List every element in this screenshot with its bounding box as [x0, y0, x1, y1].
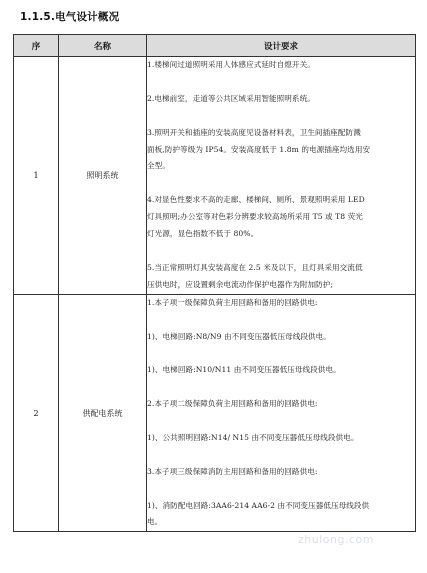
- watermark-text: zhulong.com: [298, 533, 374, 546]
- requirement-line: [147, 345, 415, 362]
- requirement-line: 面板,防护等级为 IP54。安装高度低于 1.8m 的电源插座均选用安: [147, 144, 371, 154]
- requirement-line: 3.照明开关和插座的安装高度见设备材料表，卫生间插座配防溅: [147, 127, 361, 137]
- requirement-line: 1)、公共照明回路:N14/ N15 由不同变压器低压母线段供电。: [147, 432, 359, 442]
- section-heading: 1.1.5.电气设计概况: [20, 11, 120, 23]
- table-header-row: [14, 35, 416, 57]
- requirement-line: 1)、电梯回路:N8/N9 由不同变压器低压母线段供电。: [147, 331, 331, 341]
- row-seq: 1: [14, 57, 59, 295]
- requirement-line: 全型。: [147, 161, 170, 171]
- table-row-power-distribution: [14, 294, 416, 532]
- row-requirements: [147, 294, 416, 532]
- row-name: 供配电系统: [59, 294, 147, 532]
- requirement-line: 3.本子项三级保障消防主用回路和备用的回路供电:: [147, 466, 318, 476]
- requirement-line: [147, 379, 415, 396]
- table-row-lighting: [14, 57, 416, 295]
- requirement-line: 电。: [147, 517, 163, 527]
- requirement-line: [147, 481, 415, 498]
- requirement-line: [147, 74, 415, 91]
- header-seq: 序: [14, 35, 59, 57]
- header-name: 名称: [59, 35, 147, 57]
- requirement-line: [147, 413, 415, 430]
- header-requirements: 设计要求: [147, 35, 416, 57]
- requirement-line: [147, 243, 415, 260]
- requirement-line: 1.本子项一级保障负荷主用回路和备用的回路供电:: [147, 297, 318, 307]
- requirement-line: 1)、消防配电回路:3AA6-214 AA6-2 由不同变压器低压母线段供: [147, 500, 370, 510]
- requirement-line: 1.楼梯间过道照明采用人体感应式延时自熄开关。: [147, 60, 315, 69]
- requirement-line: 1)、电梯回路:N10/N11 由不同变压器低压母线段供电。: [147, 365, 341, 375]
- requirement-line: [147, 175, 415, 192]
- requirement-line: 2.电梯前室，走道等公共区域采用智能照明系统。: [147, 93, 315, 103]
- row-requirements: [147, 57, 416, 295]
- requirement-line: 5.当正常照明灯具安装高度在 2.5 米及以下，且灯具采用交流低: [147, 262, 363, 272]
- requirement-line: [147, 312, 415, 329]
- requirement-line: 2.本子项二级保障负荷主用回路和备用的回路供电:: [147, 399, 318, 409]
- design-spec-table: [13, 34, 416, 532]
- requirement-line: 灯具照明;办公室等对色彩分辨要求较高场所采用 T5 或 T8 荧光: [147, 212, 363, 222]
- requirement-line: 压供电时，应设置剩余电流动作保护电器作为附加防护;: [147, 279, 334, 289]
- row-seq: 2: [14, 294, 59, 532]
- requirement-line: [147, 108, 415, 125]
- requirement-line: [147, 447, 415, 464]
- row-name: 照明系统: [59, 57, 147, 295]
- requirement-line: 灯光源，显色指数不低于 80%。: [147, 229, 259, 239]
- requirement-line: 4.对显色性要求不高的走廊、楼梯间、厕所、景观照明采用 LED: [147, 195, 365, 205]
